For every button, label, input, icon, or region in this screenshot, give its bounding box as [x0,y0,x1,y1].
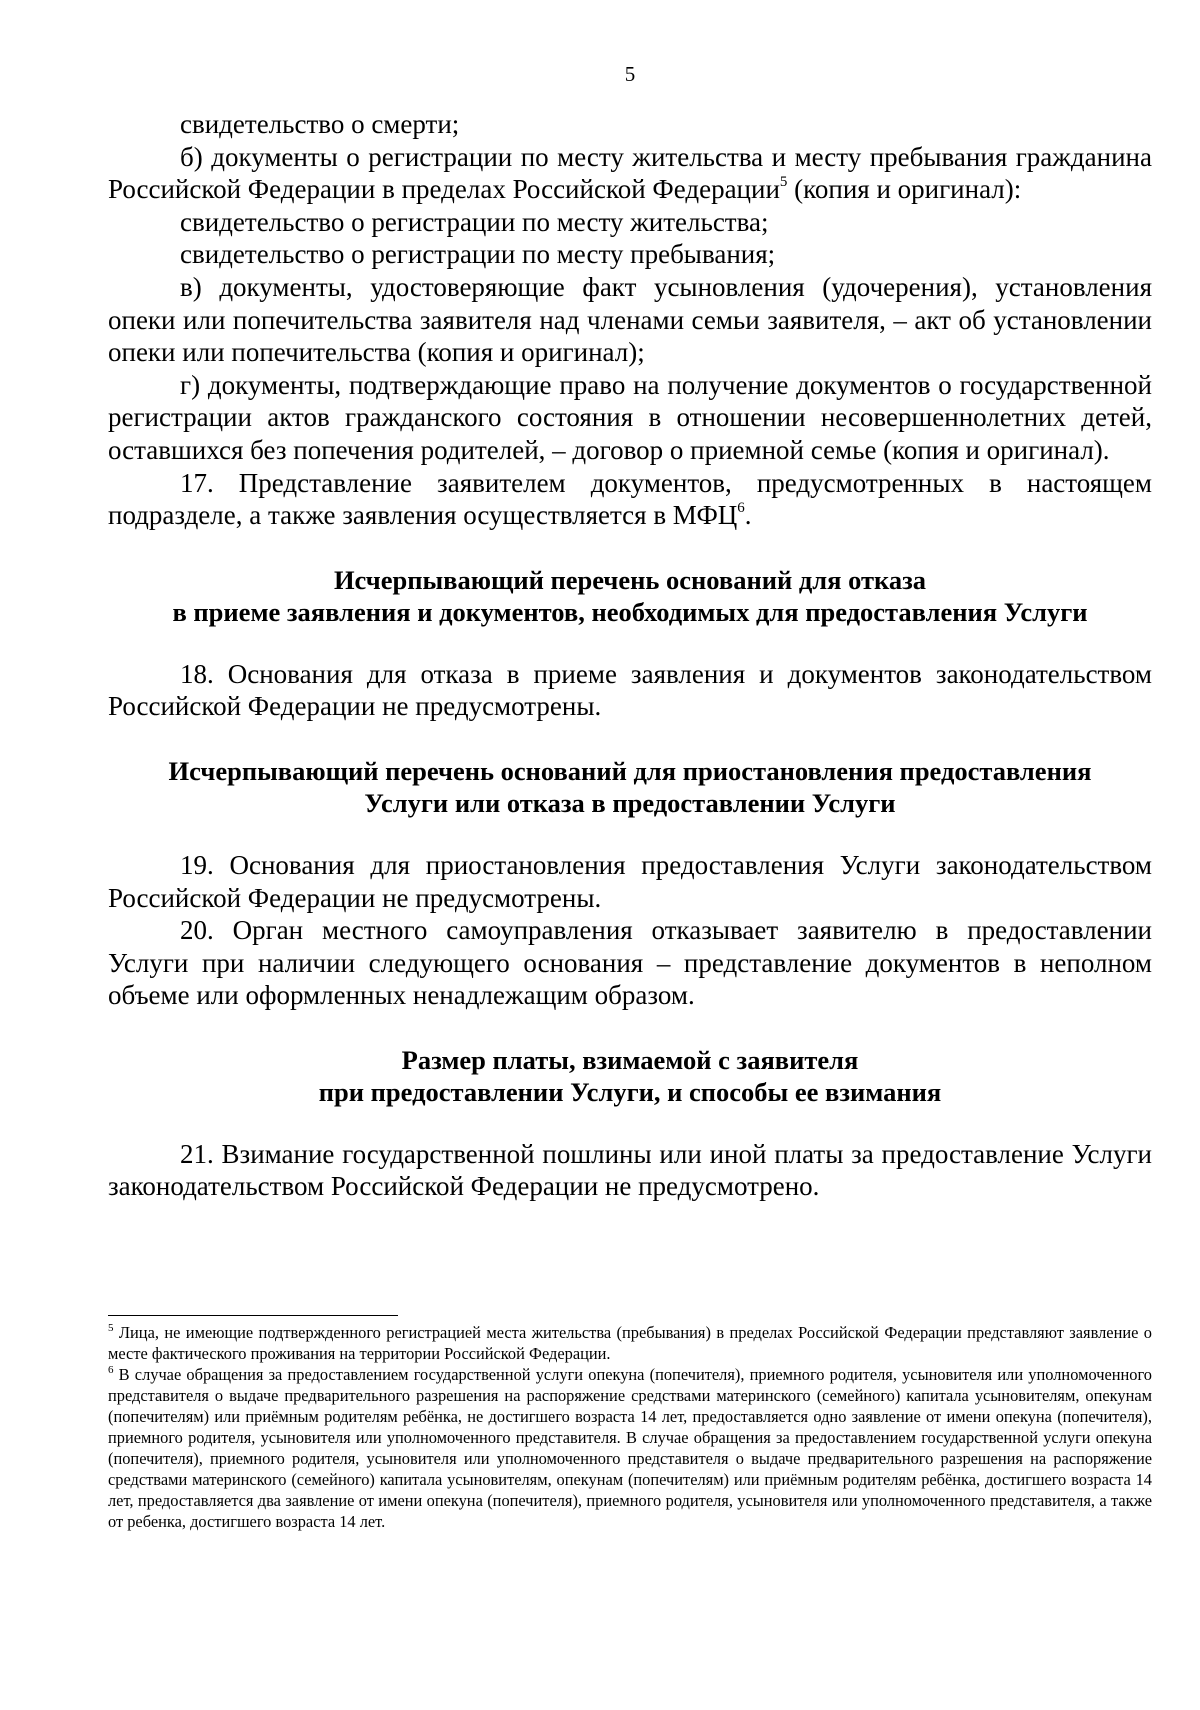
paragraph-text: (копия и оригинал): [787,174,1022,205]
footnote-5 [108,1322,1152,1364]
paragraph-registration-documents [108,141,1152,206]
section-heading-suspension-grounds-line2: Услуги или отказа в предоставлении Услуги [364,787,896,818]
paragraph-text: 17. Представление заявителем документов, предусмотренных в настоящем подразделе, а также заявления осуществляется в МФЦ [108,467,1152,531]
paragraph-18: 18. Основания для отказа в приеме заявления и документов законодательством Российской Федерации не предусмотрены. [108,658,1152,722]
paragraph-17 [108,467,1152,532]
page-number: 5 [624,62,636,86]
section-heading-refusal-grounds: Исчерпывающий перечень оснований для отказа [333,564,927,595]
paragraph-21: 21. Взимание государственной пошлины или иной платы за предоставление Услуги законодательством Российской Федерации не предусмотрено. [108,1138,1152,1202]
footnote-text: В случае обращения за предоставлением государственной услуги опекуна (попечителя), приемного родителя, усыновителя или уполномоченного представителя о выдаче предварительного разрешения на распоряжение средствами материнского (семейного) капитала усыновителям, опекунам (попечителям) или приёмным родителям ребёнка, не достигшего возраста 14 лет, предоставляется одно заявление от имени опекуна (попечителя), приемного родителя, усыновителя или уполномоченного представителя. В случае обращения за предоставлением государственной услуги опекуна (попечителя), приемного родителя, усыновителя или уполномоченного представителя о выдаче предварительного разрешения на распоряжение средствами материнского (семейного) капитала усыновителям, опекунам (попечителям) или приёмным родителям ребёнка, достигшего возраста 14 лет, предоставляется два заявление от имени опекуна (попечителя), приемного родителя, усыновителя или уполномоченного представителя, а также от ребенка, достигшего возраста 14 лет. [108,1365,1152,1531]
paragraph-stay-certificate: свидетельство о регистрации по месту пребывания; [180,239,776,270]
footnote-6 [108,1364,1152,1532]
body-text [108,108,1152,1203]
paragraph-text: . [744,500,752,531]
footnote-ref-6[interactable]: 6 [737,500,745,517]
footnote-divider [108,1315,398,1316]
paragraph-death-certificate: свидетельство о смерти; [180,109,460,139]
paragraph-19: 19. Основания для приостановления предоставления Услуги законодательством Российской Федерации не предусмотрены. [108,849,1152,913]
paragraph-20: 20. Орган местного самоуправления отказывает заявителю в предоставлении Услуги при наличии следующего основания – представление документов в неполном объеме или оформленных ненадлежащим образом. [108,915,1152,1011]
section-heading-fee-line2: при предоставлении Услуги, и способы ее взимания [318,1076,942,1107]
paragraph-residence-certificate: свидетельство о регистрации по месту жительства; [180,206,769,237]
footnote-ref-5[interactable]: 5 [779,174,788,191]
section-heading-suspension-grounds: Исчерпывающий перечень оснований для приостановления предоставления [168,755,1092,786]
paragraph-civil-status-documents: г) документы, подтверждающие право на получение документов о государственной регистрации актов гражданского состояния в отношении несовершеннолетних детей, оставшихся без попечения родителей, – договор о приемной семье (копия и оригинал). [108,369,1152,465]
paragraph-text: б) документы о регистрации по месту жительства и месту пребывания гражданина Российской Федерации в пределах Российской Федерации [108,141,1152,205]
section-heading-fee: Размер платы, взимаемой с заявителя [401,1044,859,1075]
footnote-text: Лица, не имеющие подтвержденного регистрацией места жительства (пребывания) в пределах Российской Федерации представляют заявление о месте фактического проживания на территории Российской Федерации. [108,1323,1152,1363]
footnote-mark: 5 [108,1322,114,1334]
footnotes [108,1322,1152,1532]
footnote-mark: 6 [108,1364,114,1376]
paragraph-adoption-documents: в) документы, удостоверяющие факт усыновления (удочерения), установления опеки или попечительства заявителя над членами семьи заявителя, – акт об установлении опеки или попечительства (копия и оригинал); [108,271,1152,368]
section-heading-refusal-grounds-line2: в приеме заявления и документов, необходимых для предоставления Услуги [172,596,1088,627]
